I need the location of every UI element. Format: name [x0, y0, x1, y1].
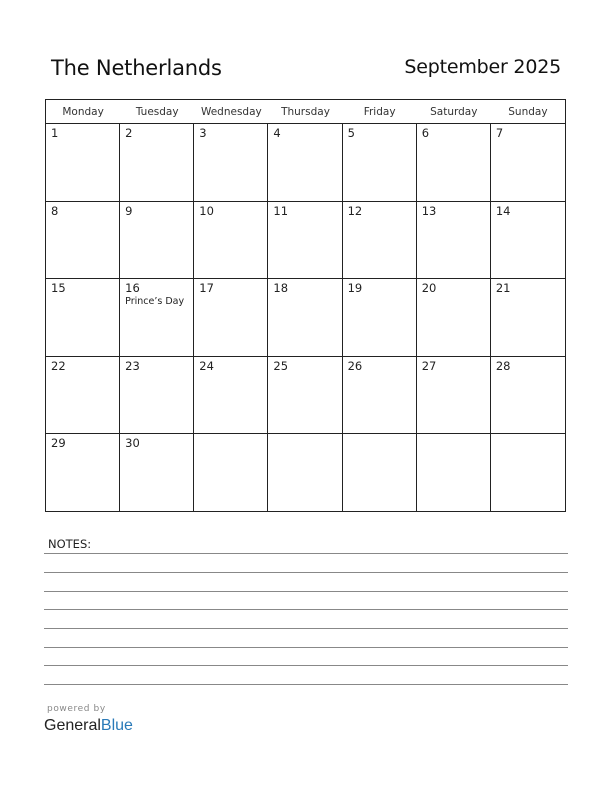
weekday-friday: Friday — [363, 106, 396, 118]
day-number: 7 — [495, 126, 504, 140]
day-cell — [268, 279, 342, 357]
weekday-tuesday: Tuesday — [135, 106, 179, 118]
day-cell — [417, 434, 491, 512]
weekday-saturday: Saturday — [430, 106, 478, 118]
day-number: 29 — [51, 436, 66, 451]
note-line — [44, 684, 568, 685]
day-cell — [194, 434, 268, 512]
day-number: 16 — [125, 281, 140, 296]
day-number: 13 — [421, 203, 437, 218]
day-cell — [417, 124, 491, 202]
day-cell — [491, 434, 565, 512]
day-cell — [343, 124, 417, 202]
day-cell — [268, 202, 342, 280]
day-number: 10 — [199, 203, 214, 218]
day-number: 2 — [125, 126, 133, 140]
day-cell — [491, 124, 565, 202]
day-cell — [343, 357, 417, 435]
day-cell — [268, 124, 342, 202]
day-cell — [491, 202, 565, 280]
notes-label: NOTES: — [48, 537, 92, 551]
calendar-grid — [45, 99, 566, 512]
day-number: 3 — [199, 126, 207, 140]
day-number: 30 — [125, 436, 140, 451]
day-cell — [417, 357, 491, 435]
day-number: 4 — [273, 126, 281, 140]
holiday-label: Prince’s Day — [125, 296, 185, 308]
brand-logo — [44, 717, 133, 735]
day-cell — [268, 434, 342, 512]
day-number: 11 — [273, 203, 289, 218]
day-cell — [46, 434, 120, 512]
day-cell — [46, 279, 120, 357]
day-cell — [120, 279, 194, 357]
month-year-title: September 2025 — [404, 56, 561, 78]
day-cell — [417, 202, 491, 280]
day-cells — [46, 124, 565, 512]
day-number: 28 — [495, 358, 511, 373]
day-number: 27 — [421, 358, 437, 373]
weekday-thursday: Thursday — [281, 106, 330, 118]
day-number: 15 — [51, 281, 66, 296]
day-number: 23 — [125, 358, 140, 373]
day-number: 22 — [51, 358, 66, 373]
day-cell — [120, 357, 194, 435]
day-number: 8 — [51, 203, 59, 218]
day-number: 1 — [51, 126, 59, 140]
day-number: 17 — [199, 281, 214, 296]
note-line — [44, 553, 568, 554]
day-number: 24 — [199, 358, 214, 373]
note-line — [44, 647, 568, 648]
weekday-sunday: Sunday — [508, 106, 548, 118]
day-cell — [268, 357, 342, 435]
country-title: The Netherlands — [51, 56, 222, 80]
brand-general: General — [44, 717, 101, 734]
day-cell — [343, 202, 417, 280]
note-line — [44, 628, 568, 629]
day-number: 14 — [495, 203, 511, 218]
day-cell — [120, 202, 194, 280]
day-cell — [343, 279, 417, 357]
day-number: 12 — [347, 203, 363, 218]
day-cell — [46, 357, 120, 435]
day-cell — [120, 124, 194, 202]
note-line — [44, 572, 568, 573]
day-cell — [194, 124, 268, 202]
weekday-monday: Monday — [62, 106, 104, 118]
day-number: 6 — [421, 126, 430, 140]
day-cell — [46, 124, 120, 202]
day-cell — [46, 202, 120, 280]
day-number: 21 — [495, 281, 511, 296]
brand-blue: Blue — [100, 717, 133, 734]
day-cell — [491, 279, 565, 357]
day-number: 20 — [421, 281, 437, 296]
day-cell — [417, 279, 491, 357]
weekday-header-row — [46, 100, 565, 124]
day-number: 9 — [125, 203, 133, 218]
day-number: 19 — [347, 281, 363, 296]
day-cell — [120, 434, 194, 512]
day-number: 26 — [347, 358, 363, 373]
day-cell — [491, 357, 565, 435]
powered-by-text: powered by — [47, 704, 106, 714]
day-cell — [194, 202, 268, 280]
day-cell — [343, 434, 417, 512]
note-line — [44, 609, 568, 610]
day-number: 5 — [347, 126, 355, 140]
weekday-wednesday: Wednesday — [200, 106, 262, 118]
day-number: 18 — [273, 281, 289, 296]
day-cell — [194, 279, 268, 357]
day-number: 25 — [273, 358, 289, 373]
note-line — [44, 591, 568, 592]
note-line — [44, 665, 568, 666]
day-cell — [194, 357, 268, 435]
